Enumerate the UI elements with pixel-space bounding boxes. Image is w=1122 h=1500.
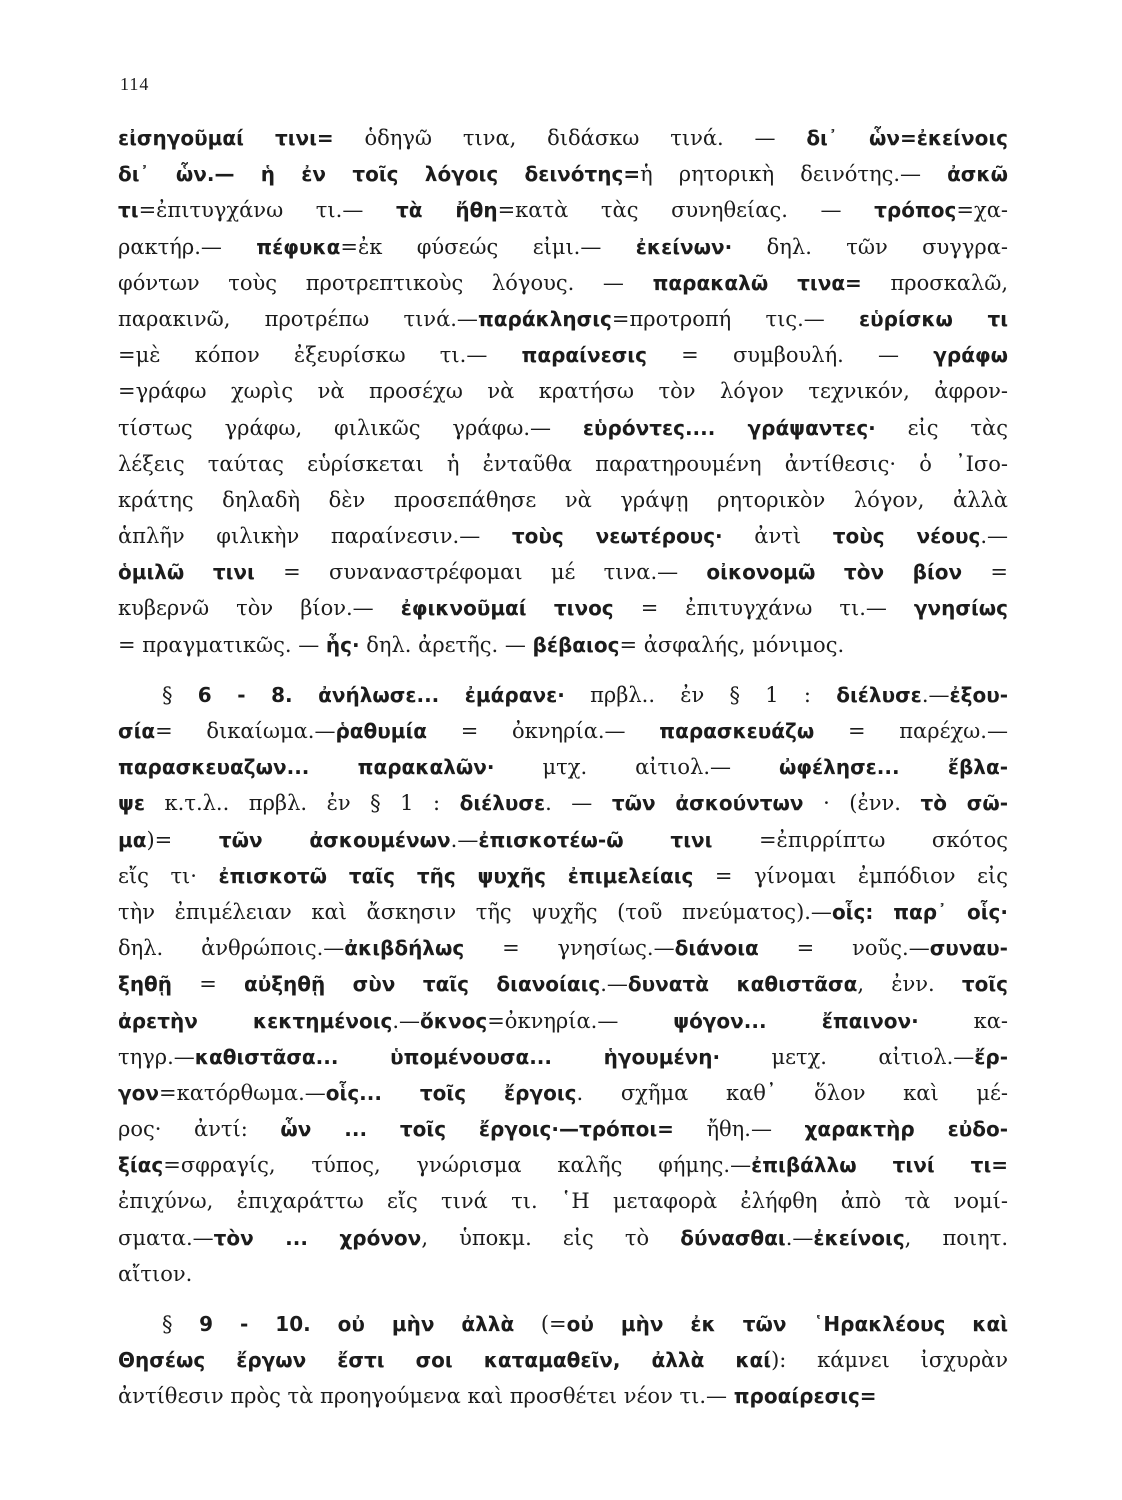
text-line	[118, 1256, 1008, 1292]
gloss-text: τὴν ἐπιμέλειαν καὶ ἄσκησιν τῆς ψυχῆς (τοῦ πνεύματος).—	[118, 899, 832, 924]
gloss-text: = συμβουλή. —	[646, 343, 934, 368]
text-line	[118, 446, 1008, 482]
text-line	[118, 229, 1008, 265]
lemma-term: παρασκευάζω	[659, 719, 815, 743]
text-line	[118, 301, 1008, 337]
gloss-text: ἀντίθεσιν πρὸς τὰ προηγούμενα καὶ προσθέτει νέον τι.—	[118, 1384, 734, 1409]
gloss-text: ἡ ρητορικὴ δεινότης.—	[640, 162, 948, 187]
lemma-term: τρόπος	[874, 198, 957, 223]
gloss-text: ἀντὶ	[722, 524, 833, 549]
gloss-text: = πραγματικῶς. —	[118, 632, 326, 657]
text-line	[118, 373, 1008, 409]
gloss-text: = γνησίως.—	[464, 936, 675, 961]
text-line	[118, 749, 1008, 785]
text-line	[118, 590, 1008, 626]
gloss-text: μτχ. αἰτιολ.—	[494, 755, 780, 780]
gloss-text: =ἐπιτυγχάνω τι.—	[138, 198, 396, 223]
gloss-text: ὁδηγῶ τινα, διδάσκω τινά. —	[333, 126, 807, 150]
lemma-term: ὧν ... τοῖς ἔργοις·—τρόποι=	[280, 1117, 674, 1142]
text-line	[118, 1147, 1008, 1183]
lemma-term: ἐφικνοῦμαί τινος	[400, 596, 614, 621]
lemma-term: τοὺς νεωτέρους·	[511, 524, 723, 549]
lemma-term: ψόγον... ἔπαινον·	[673, 1008, 919, 1033]
lemma-term: ἐξου-	[949, 682, 1008, 707]
lemma-term: τὸν ... χρόνον	[213, 1225, 422, 1250]
lemma-term: αὐξηθῇ σὺν ταῖς διανοίαις	[243, 972, 601, 997]
text-line	[118, 518, 1008, 554]
gloss-text: ρος· ἀντί:	[118, 1117, 281, 1142]
text-line	[118, 265, 1008, 301]
lemma-term: εὑρόντες.... γράψαντες·	[582, 415, 876, 440]
text-line	[118, 120, 1008, 156]
lemma-term: ὄκνος	[420, 1008, 488, 1033]
gloss-text: τίστως γράφω, φιλικῶς γράφω.—	[118, 415, 583, 440]
text-line	[118, 1183, 1008, 1219]
lemma-term: ἀσκῶ	[947, 162, 1008, 187]
lemma-term: ψε	[118, 791, 146, 816]
gloss-text: =μὲ κόπον ἐξευρίσκω τι.—	[118, 343, 522, 368]
gloss-text: κράτης δηλαδὴ δὲν προσεπάθησε νὰ γράψῃ ρητορικὸν λόγον, ἀλλὰ	[118, 487, 1008, 512]
lemma-term: παρακαλῶ τινα=	[652, 270, 862, 295]
lemma-term: ἧς·	[325, 632, 360, 657]
text-line	[118, 192, 1008, 228]
lemma-term: οὐ μὴν ἐκ τῶν ῾Ηρακλέους καὶ	[566, 1312, 1008, 1336]
gloss-text: εἰς τὰς	[875, 415, 1008, 440]
page-number: 114	[120, 74, 150, 94]
lemma-term: ἔρ-	[974, 1044, 1008, 1069]
commentary-text	[118, 120, 1008, 1415]
text-line	[118, 677, 1008, 713]
gloss-text: πρβλ.. ἐν § 1 :	[564, 682, 837, 707]
lemma-term: δυνατὰ καθιστᾶσα	[627, 972, 858, 997]
gloss-text: παρακινῶ, προτρέπω τινά.—	[118, 306, 478, 331]
gloss-text: (=	[514, 1312, 567, 1336]
lemma-term: συναυ-	[929, 936, 1008, 961]
gloss-text: =κατόρθωμα.—	[159, 1080, 326, 1105]
gloss-text: =	[172, 972, 244, 997]
gloss-text: σματα.—	[118, 1225, 214, 1250]
lemma-term: δι᾽ ὧν.— ἡ ἐν τοῖς λόγοις δεινότης=	[118, 162, 641, 187]
text-line	[118, 894, 1008, 930]
gloss-text: ἤθη.—	[673, 1117, 805, 1142]
lemma-term: τοῖς	[961, 972, 1008, 997]
lemma-term: ἐκείνοις	[813, 1225, 905, 1250]
gloss-text: κ.τ.λ.. πρβλ. ἐν § 1 :	[145, 791, 460, 816]
text-line	[118, 410, 1008, 446]
lemma-term: τοὺς νέους	[832, 524, 981, 549]
text-line	[118, 554, 1008, 590]
gloss-text: = ὀκνηρία.—	[427, 719, 660, 743]
lemma-term: Θησέως ἔργων ἔστι σοι καταμαθεῖν, ἀλλὰ καί	[118, 1348, 772, 1373]
lemma-term: χαρακτὴρ εὐδο-	[804, 1117, 1008, 1142]
gloss-text: = γίνομαι ἐμπόδιον εἰς	[693, 863, 1008, 888]
gloss-text: . —	[545, 791, 612, 816]
gloss-text: δηλ. ἀρετῆς. —	[359, 632, 533, 657]
lemma-term: ἐπισκοτῶ ταῖς τῆς ψυχῆς ἐπιμελείαις	[218, 863, 694, 888]
gloss-text: εἴς τι·	[118, 863, 219, 888]
text-line	[118, 1378, 1008, 1414]
lemma-term: 6 - 8. ἀνήλωσε... ἐμάρανε·	[197, 682, 565, 707]
gloss-text: .—	[785, 1225, 814, 1250]
lemma-term: παρασκευαζων... παρακαλῶν·	[118, 755, 495, 780]
gloss-text: λέξεις ταύτας εὑρίσκεται ἡ ἐνταῦθα παρατηρουμένη ἀντίθεσις· ὁ ᾿Ισο-	[118, 451, 1008, 476]
lemma-term: ἐπισκοτέω-ῶ τινι	[478, 827, 713, 852]
gloss-text: δηλ. ἀνθρώποις.—	[118, 936, 345, 961]
gloss-text: §	[162, 682, 198, 707]
lemma-term: διέλυσε	[459, 791, 546, 816]
lemma-term: γράφω	[933, 343, 1008, 368]
lemma-term: ἐπιβάλλω τινί τι=	[751, 1153, 1008, 1178]
lemma-term: πέφυκα	[256, 234, 341, 259]
gloss-text: )=	[146, 827, 219, 852]
lemma-term: γον	[118, 1080, 159, 1105]
gloss-text: = δικαίωμα.—	[155, 719, 336, 743]
gloss-text: τηγρ.—	[118, 1044, 195, 1069]
gloss-text: .—	[392, 1008, 421, 1033]
gloss-text: δηλ. τῶν συγγρα-	[732, 234, 1008, 259]
text-line	[118, 1039, 1008, 1075]
gloss-text: ἐπιχύνω, ἐπιχαράττω εἴς τινά τι. ῾Η μεταφορὰ ἐλήφθη ἀπὸ τὰ νομί-	[118, 1189, 1008, 1214]
text-line	[118, 713, 1008, 749]
gloss-text: φόντων τοὺς προτρεπτικοὺς λόγους. —	[118, 270, 653, 295]
gloss-text: =κατὰ τὰς συνηθείας. —	[497, 198, 875, 223]
lemma-term: τὸ σῶ-	[920, 791, 1008, 816]
lemma-term: εἰσηγοῦμαί τινι=	[118, 126, 334, 150]
text-line	[118, 785, 1008, 821]
lemma-term: τι	[118, 198, 139, 223]
lemma-term: ῥαθυμία	[335, 719, 428, 743]
lemma-term: καθιστᾶσα... ὑπομένουσα... ἡγουμένη·	[194, 1044, 721, 1069]
gloss-text: .—	[980, 524, 1008, 549]
lemma-term: 9 - 10. οὐ μὴν ἀλλὰ	[199, 1312, 515, 1336]
gloss-text: =χα-	[956, 198, 1008, 223]
gloss-text: αἴτιον.	[118, 1261, 193, 1286]
gloss-text: =ἐκ φύσεώς εἰμι.—	[340, 234, 636, 259]
text-line	[118, 1111, 1008, 1147]
lemma-term: παραίνεσις	[521, 343, 647, 368]
gloss-text: =ὀκνηρία.—	[487, 1008, 674, 1033]
lemma-term: ὁμιλῶ τινι	[118, 560, 255, 585]
lemma-term: ξίας	[118, 1153, 164, 1178]
gloss-text: κυβερνῶ τὸν βίον.—	[118, 596, 401, 621]
lemma-term: σία	[118, 719, 156, 743]
gloss-text: =γράφω χωρὶς νὰ προσέχω νὰ κρατήσω τὸν λόγον τεχνικόν, ἀφρον-	[118, 379, 1008, 404]
text-line	[118, 1075, 1008, 1111]
gloss-text: . σχῆμα καθ᾽ ὅλον καὶ μέ-	[576, 1080, 1008, 1105]
gloss-text: ρακτήρ.—	[118, 234, 257, 259]
gloss-text: §	[162, 1312, 200, 1336]
gloss-text: ): κάμνει ἰσχυρὰν	[771, 1348, 1008, 1373]
text-line	[118, 156, 1008, 192]
lemma-term: δι᾽ ὧν=ἐκείνοις	[806, 126, 1008, 150]
lemma-term: ἀκιβδήλως	[344, 936, 465, 961]
text-line	[118, 337, 1008, 373]
gloss-text: .—	[450, 827, 479, 852]
gloss-text: .—	[600, 972, 628, 997]
gloss-text: μετχ. αἰτιολ.—	[720, 1044, 975, 1069]
lemma-term: εὑρίσκω τι	[859, 306, 1008, 331]
lemma-term: τῶν ἀσκουμένων	[218, 827, 451, 852]
text-line	[118, 627, 1008, 663]
lemma-term: ξηθῇ	[118, 972, 173, 997]
lemma-term: διέλυσε	[836, 682, 922, 707]
lemma-term: γνησίως	[913, 596, 1008, 621]
text-line	[118, 482, 1008, 518]
gloss-text: προσκαλῶ,	[861, 270, 1008, 295]
lemma-term: τῶν ἀσκούντων	[611, 791, 804, 816]
gloss-text: , ὑποκμ. εἰς τὸ	[421, 1225, 681, 1250]
lemma-term: ἐκείνων·	[635, 234, 733, 259]
text-line	[118, 1003, 1008, 1039]
lemma-term: μα	[118, 827, 147, 852]
gloss-text: = ἐπιτυγχάνω τι.—	[613, 596, 914, 621]
text-line	[118, 822, 1008, 858]
text-line	[118, 966, 1008, 1002]
text-line	[118, 1342, 1008, 1378]
lemma-term: οἷς... τοῖς ἔργοις	[325, 1080, 577, 1105]
gloss-text: , ἐνν.	[857, 972, 962, 997]
gloss-text: =ἐπιρρίπτω σκότος	[712, 827, 1008, 852]
gloss-text: =προτροπή τις.—	[611, 306, 860, 331]
text-line	[118, 1306, 1008, 1342]
gloss-text: = νοῦς.—	[758, 936, 930, 961]
text-line	[118, 1220, 1008, 1256]
lemma-term: προαίρεσις=	[733, 1384, 877, 1409]
gloss-text: · (ἐνν.	[803, 791, 921, 816]
lemma-term: οἷς: παρ᾽ οἷς·	[831, 899, 1008, 924]
lemma-term: βέβαιος	[532, 632, 620, 657]
gloss-text: ἁπλῆν φιλικὴν παραίνεσιν.—	[118, 524, 512, 549]
lemma-term: οἰκονομῶ τὸν βίον	[706, 560, 963, 585]
gloss-text: = παρέχω.—	[814, 719, 1008, 743]
gloss-text: =σφραγίς, τύπος, γνώρισμα καλῆς φήμης.—	[163, 1153, 752, 1178]
gloss-text: = συναναστρέφομαι μέ τινα.—	[254, 560, 707, 585]
gloss-text: , ποιητ.	[904, 1225, 1008, 1250]
lemma-term: τὰ ἤθη	[395, 198, 498, 223]
gloss-text: =	[962, 560, 1008, 585]
text-line	[118, 930, 1008, 966]
gloss-text: = ἀσφαλής, μόνιμος.	[619, 632, 845, 657]
lemma-term: ὠφέλησε... ἔβλα-	[779, 755, 1008, 780]
lemma-term: διάνοια	[674, 936, 759, 961]
gloss-text: κα-	[918, 1008, 1008, 1033]
text-line	[118, 858, 1008, 894]
lemma-term: παράκλησις	[477, 306, 612, 331]
gloss-text: .—	[921, 682, 950, 707]
lemma-term: ἀρετὴν κεκτημένοις	[118, 1008, 393, 1033]
lemma-term: δύνασθαι	[680, 1225, 786, 1250]
